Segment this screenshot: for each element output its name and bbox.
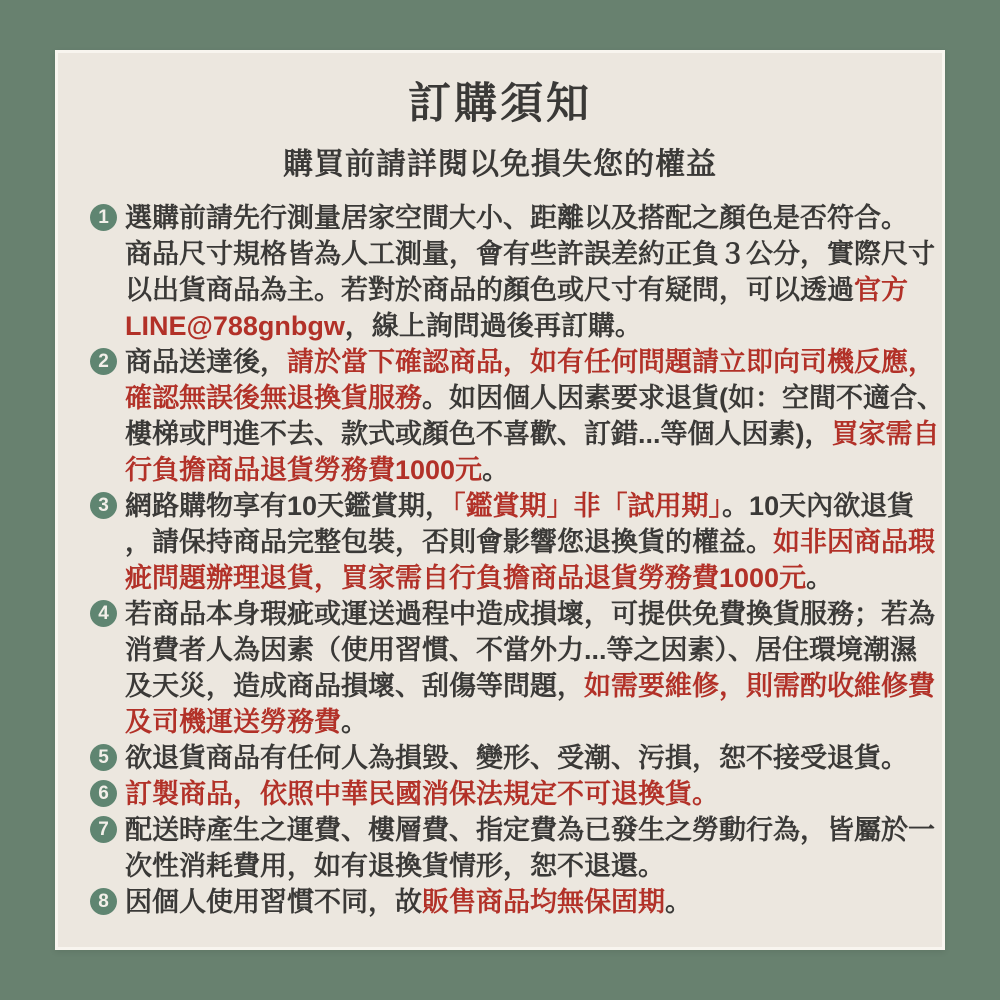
item-number-badge: 5 — [90, 744, 117, 771]
notice-item — [90, 344, 944, 488]
body-text: 。 — [665, 887, 692, 917]
highlighted-text: 「鑑賞期」非「試用期」 — [452, 491, 723, 521]
notice-item — [90, 200, 935, 344]
notice-item — [90, 596, 935, 740]
item-text — [125, 776, 719, 812]
body-text: 因個人使用習慣不同，故 — [125, 887, 422, 917]
notice-item — [90, 488, 935, 596]
body-text: 。 — [482, 455, 510, 485]
highlighted-text: 販售商品均無保固期 — [422, 887, 665, 917]
body-text: 配送時產生之運費、樓層費、指定費為已發生之勞動行為，皆屬於一 — [125, 815, 935, 845]
body-text: 網路購物享有10天鑑賞期， — [125, 491, 453, 521]
body-text: 欲退貨商品有任何人為損毀、變形、受潮、污損，恕不接受退貨。 — [125, 743, 908, 773]
body-text: 以出貨商品為主。若對於商品的顏色或尺寸有疑問，可以透過 — [125, 275, 854, 305]
text-line — [125, 740, 908, 776]
text-line — [125, 596, 935, 632]
highlighted-text: 及司機運送勞務費 — [125, 707, 341, 737]
text-line — [125, 632, 935, 668]
body-text: 次性消耗費用，如有退換貨情形，恕不退還。 — [125, 851, 665, 881]
notice-list — [58, 200, 942, 920]
body-text: 若商品本身瑕疵或運送過程中造成損壞，可提供免費換貨服務；若為 — [125, 599, 935, 629]
item-text — [125, 812, 935, 884]
notice-item — [90, 740, 924, 776]
item-number-badge: 6 — [90, 780, 117, 807]
text-line — [125, 524, 935, 560]
item-text — [125, 344, 944, 488]
body-text: 及天災，造成商品損壞、刮傷等問題， — [125, 671, 584, 701]
text-line — [125, 848, 935, 884]
text-line — [125, 668, 935, 704]
item-number-badge: 8 — [90, 888, 117, 915]
item-number-badge: 7 — [90, 816, 117, 843]
body-text: ，線上詢問過後再訂購。 — [344, 311, 642, 341]
text-line — [125, 344, 944, 380]
body-text: 樓梯或門進不去、款式或顏色不喜歡、訂錯...等個人因素)， — [125, 419, 832, 449]
item-number-badge: 1 — [90, 204, 117, 231]
text-line — [125, 884, 692, 920]
text-line — [125, 488, 935, 524]
highlighted-text: LINE@788gnbgw — [125, 311, 345, 341]
text-line — [125, 308, 935, 344]
text-line — [125, 452, 944, 488]
text-line — [125, 812, 935, 848]
text-line — [125, 272, 935, 308]
text-line — [125, 380, 944, 416]
highlighted-text: 官方 — [854, 275, 908, 305]
page-subtitle: 購買前請詳閱以免損失您的權益 — [283, 148, 717, 181]
body-text: 商品尺寸規格皆為人工測量，會有些許誤差約正負３公分，實際尺寸 — [125, 239, 935, 269]
text-line — [125, 416, 944, 452]
body-text: 消費者人為因素（使用習慣、不當外力...等之因素）、居住環境潮濕 — [125, 635, 918, 665]
text-line — [125, 236, 935, 272]
highlighted-text: 請於當下確認商品，如有任何問題請立即向司機反應， — [287, 347, 935, 377]
notice-card — [55, 50, 945, 950]
highlighted-text: 買家需自 — [831, 419, 940, 449]
text-line — [125, 704, 935, 740]
body-text: 。 — [806, 563, 834, 593]
text-line — [125, 560, 935, 596]
notice-item — [90, 812, 935, 884]
highlighted-text: 疵問題辦理退貨，買家需自行負擔商品退貨勞務費1000元 — [125, 563, 807, 593]
body-text: 。10天內欲退貨 — [722, 491, 915, 521]
text-line — [125, 200, 935, 236]
page-title: 訂購須知 — [408, 80, 592, 128]
notice-item — [90, 884, 924, 920]
item-text — [125, 200, 935, 344]
body-text: ，請保持商品完整包裝，否則會影響您退換貨的權益。 — [125, 527, 773, 557]
notice-item — [90, 776, 924, 812]
highlighted-text: 確認無誤後無退換貨服務 — [125, 383, 422, 413]
item-text — [125, 488, 935, 596]
highlighted-text: 訂製商品，依照中華民國消保法規定不可退換貨。 — [125, 779, 719, 809]
body-text: 。 — [341, 707, 368, 737]
text-line — [125, 776, 719, 812]
body-text: 選購前請先行測量居家空間大小、距離以及搭配之顏色是否符合。 — [125, 203, 908, 233]
item-text — [125, 884, 692, 920]
item-number-badge: 2 — [90, 348, 117, 375]
body-text: 。如因個人因素要求退貨(如：空間不適合、 — [422, 383, 944, 413]
highlighted-text: 如需要維修，則需酌收維修費 — [584, 671, 935, 701]
item-text — [125, 596, 935, 740]
highlighted-text: 如非因商品瑕 — [773, 527, 935, 557]
item-number-badge: 4 — [90, 600, 117, 627]
body-text: 商品送達後， — [125, 347, 287, 377]
item-number-badge: 3 — [90, 492, 117, 519]
highlighted-text: 行負擔商品退貨勞務費1000元 — [125, 455, 483, 485]
item-text — [125, 740, 908, 776]
